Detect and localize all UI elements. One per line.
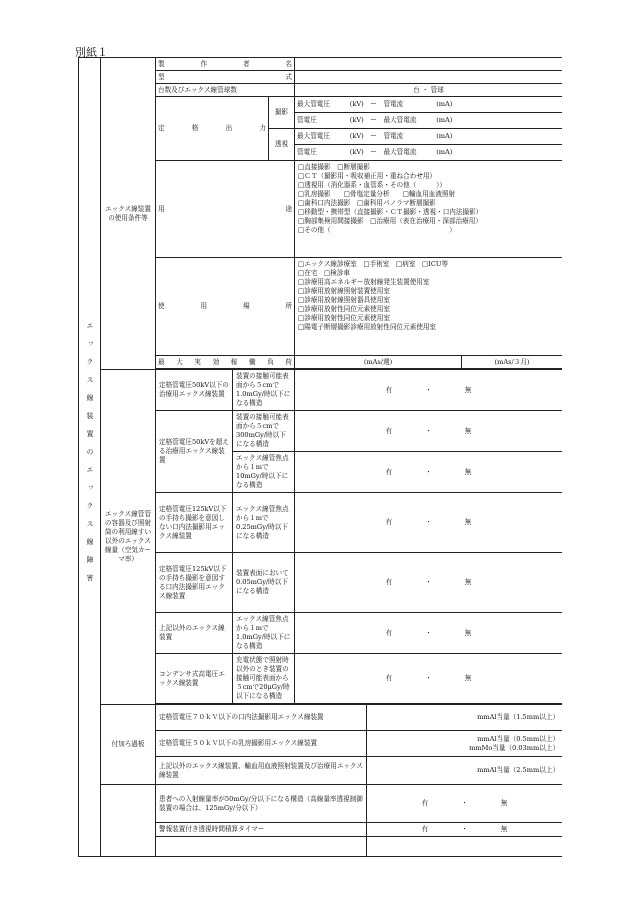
leak-description: エックス線管焦点から１mで0.25mGy/時以下になる構造	[233, 493, 295, 553]
yes-label[interactable]: 有	[385, 674, 393, 682]
rated-output-label: 定格出力	[156, 97, 269, 161]
no-label[interactable]: 無	[464, 628, 472, 637]
filter-category: 定格管電圧７０ｋＶ以下の口内法撮影用エックス線装置	[156, 705, 367, 731]
yes-label[interactable]: 有	[421, 799, 429, 807]
yes-no-choice[interactable]	[295, 613, 562, 654]
radiography-label: 撮影	[269, 97, 295, 129]
units-value[interactable]: 台 ・ 管球	[295, 84, 562, 97]
no-label[interactable]: 無	[464, 385, 472, 394]
leak-category: 定格管電圧50kVを超える治療用エックス線装置	[156, 411, 233, 493]
separator: ・	[425, 467, 432, 476]
leak-description: 充電状態で照射時以外のとき装置の接触可能表面から５cmで20μGy/時以下になる構造	[233, 654, 295, 704]
filter-value[interactable]: mmAl当量（1.5mm以上）	[367, 705, 562, 731]
no-label[interactable]: 無	[464, 578, 472, 586]
purpose-option[interactable]: □胸部集検用間接撮影 □治療用（表在治療用・深部治療用）	[298, 217, 482, 225]
separator: ・	[461, 825, 468, 833]
units-label: 台数及びエックス線管球数	[156, 84, 295, 97]
purpose-options[interactable]	[295, 161, 562, 258]
empty-cell	[156, 837, 367, 857]
purpose-option[interactable]: □透視用（消化器系・血管系・その他（ ））	[298, 181, 447, 189]
attachment-label: 別紙１	[75, 46, 108, 59]
no-label[interactable]: 無	[500, 825, 508, 833]
yes-no-choice[interactable]	[367, 823, 562, 837]
location-option[interactable]: □診療用放射性同位元素使用室	[298, 305, 390, 313]
purpose-option[interactable]: □直接撮影 □断層撮影	[298, 163, 370, 171]
yes-label[interactable]: 有	[421, 825, 429, 833]
filter-label: 付加ろ過板	[101, 705, 156, 785]
leak-description: エックス線管焦点から１mで10mGy/時以下になる構造	[233, 452, 295, 493]
vertical-title: エックス線装置のエックス線障害	[79, 58, 101, 857]
purpose-label: 用途	[156, 161, 295, 258]
form-table	[78, 57, 562, 857]
yes-no-choice[interactable]	[295, 370, 562, 411]
purpose-option[interactable]: □乳房撮影 □骨塩定量分析 □輸血用血液照射	[298, 190, 456, 198]
filter-category: 上記以外のエックス線装置、輸血用血液照射装置及び治療用エックス線装置	[156, 757, 367, 785]
yes-label[interactable]: 有	[385, 385, 393, 394]
yes-label[interactable]: 有	[385, 578, 393, 586]
purpose-option[interactable]: □移動型・携帯型（直接撮影・ＣＴ撮影・透視・口内法撮影）	[298, 208, 483, 216]
location-option[interactable]: □診療用放射線照射装置使用室	[298, 287, 390, 295]
conditions-label: エックス線装置の使用条件等	[101, 58, 156, 370]
fluoro-section-label	[101, 785, 156, 857]
separator: ・	[425, 628, 432, 637]
radiography-line1[interactable]: 最大管電圧 (kV) ー 管電流 (mA)	[295, 97, 562, 113]
empty-cell	[367, 837, 562, 857]
model-label: 型式	[156, 71, 295, 84]
location-option[interactable]: □診療用放射性同位元素使用室	[298, 314, 390, 322]
leak-category: コンデンサ式高電圧エックス線装置	[156, 654, 233, 704]
no-label[interactable]: 無	[464, 674, 472, 682]
location-option[interactable]: □エックス線診療室 □手術室 □病室 □ICU等	[298, 260, 449, 268]
leakage-label: エックス線管管の容器及び照射筒の利用線すい以外のエックス線量（空気カーマ率）	[101, 370, 156, 705]
location-options[interactable]	[295, 258, 562, 356]
yes-no-choice[interactable]	[295, 493, 562, 553]
fluoroscopy-line1[interactable]: 最大管電圧 (kV) ー 管電流 (mA)	[295, 129, 562, 145]
yes-label[interactable]: 有	[385, 467, 393, 476]
yes-no-choice[interactable]	[295, 411, 562, 452]
max-load-label: 最大実効稼働負荷	[156, 356, 295, 369]
leak-category: 定格管電圧125kV以下の手持ち撮影を意図する口内法撮影用エックス線装置	[156, 553, 233, 613]
yes-label[interactable]: 有	[385, 628, 393, 637]
leak-description: 装置の接触可能表面から５cmで1.0mGy/時以下になる構造	[233, 370, 295, 411]
location-option[interactable]: □在宅 □検診車	[298, 269, 351, 277]
form-sheet	[78, 57, 562, 857]
location-option[interactable]: □診療用高エネルギー放射線発生装置使用室	[298, 278, 430, 286]
separator: ・	[425, 518, 432, 526]
max-load-week[interactable]: (mAs/週)	[295, 356, 462, 369]
yes-no-choice[interactable]	[295, 553, 562, 613]
no-label[interactable]: 無	[464, 467, 472, 476]
fluoroscopy-line2[interactable]: 管電圧 (kV) ー 最大管電流 (mA)	[295, 145, 562, 161]
location-option[interactable]: □陽電子断層撮影診療用放射性同位元素使用室	[298, 323, 437, 331]
manufacturer-label: 製作者名	[156, 58, 295, 71]
fluoroscopy-label: 透視	[269, 129, 295, 161]
location-label: 使用場所	[156, 258, 295, 356]
yes-label[interactable]: 有	[385, 518, 393, 526]
leak-category: 定格管電圧125kV以下の手持ち撮影を意図しない口内法撮影用エックス線装置	[156, 493, 233, 553]
max-load-month[interactable]: (mAs/３月)	[462, 356, 562, 369]
leak-description: 装置表面において0.05mGy/時以下になる構造	[233, 553, 295, 613]
filter-category: 定格管電圧５０ｋＶ以下の乳房撮影用エックス線装置	[156, 731, 367, 757]
yes-no-choice[interactable]	[295, 452, 562, 493]
yes-no-choice[interactable]	[367, 785, 562, 823]
purpose-option[interactable]: □ＣＴ（撮影用・吸収補正用・重ね合わせ用）	[298, 172, 437, 180]
fluoro-category: 患者への入射線量率が50mGy/分以下になる構造（高線量率透視制御装置の場合は、125mGy/分以下）	[156, 785, 367, 823]
no-label[interactable]: 無	[500, 799, 508, 807]
location-option[interactable]: □診療用放射線照射器具使用室	[298, 296, 390, 304]
separator: ・	[425, 674, 432, 682]
no-label[interactable]: 無	[464, 518, 472, 526]
separator: ・	[425, 426, 432, 435]
filter-value[interactable]: mmAl当量（0.5mm以上） mmMo当量（0.03mm以上）	[367, 731, 562, 757]
radiography-line2[interactable]: 管電圧 (kV) ー 最大管電流 (mA)	[295, 113, 562, 129]
fluoro-category: 警報装置付き透視時間積算タイマー	[156, 823, 367, 837]
leak-description: 装置の接触可能表面から５cmで300mGy/時以下になる構造	[233, 411, 295, 452]
separator: ・	[425, 385, 432, 394]
no-label[interactable]: 無	[464, 426, 472, 435]
separator: ・	[461, 799, 468, 807]
leak-description: エックス線管焦点から１mで1.0mGy/時以下になる構造	[233, 613, 295, 654]
purpose-option[interactable]: □歯科口内法撮影 □歯科用パノラマ断層撮影	[298, 199, 436, 207]
manufacturer-value[interactable]	[295, 58, 562, 71]
yes-no-choice[interactable]	[295, 654, 562, 704]
separator: ・	[425, 578, 432, 586]
model-value[interactable]	[295, 71, 562, 84]
leak-category: 定格管電圧50kV以下の治療用エックス線装置	[156, 370, 233, 411]
purpose-option[interactable]: □その他（ ）	[298, 226, 456, 234]
yes-label[interactable]: 有	[385, 426, 393, 435]
filter-value[interactable]: mmAl当量（2.5mm以上）	[367, 757, 562, 785]
leak-category: 上記以外のエックス線装置	[156, 613, 233, 654]
